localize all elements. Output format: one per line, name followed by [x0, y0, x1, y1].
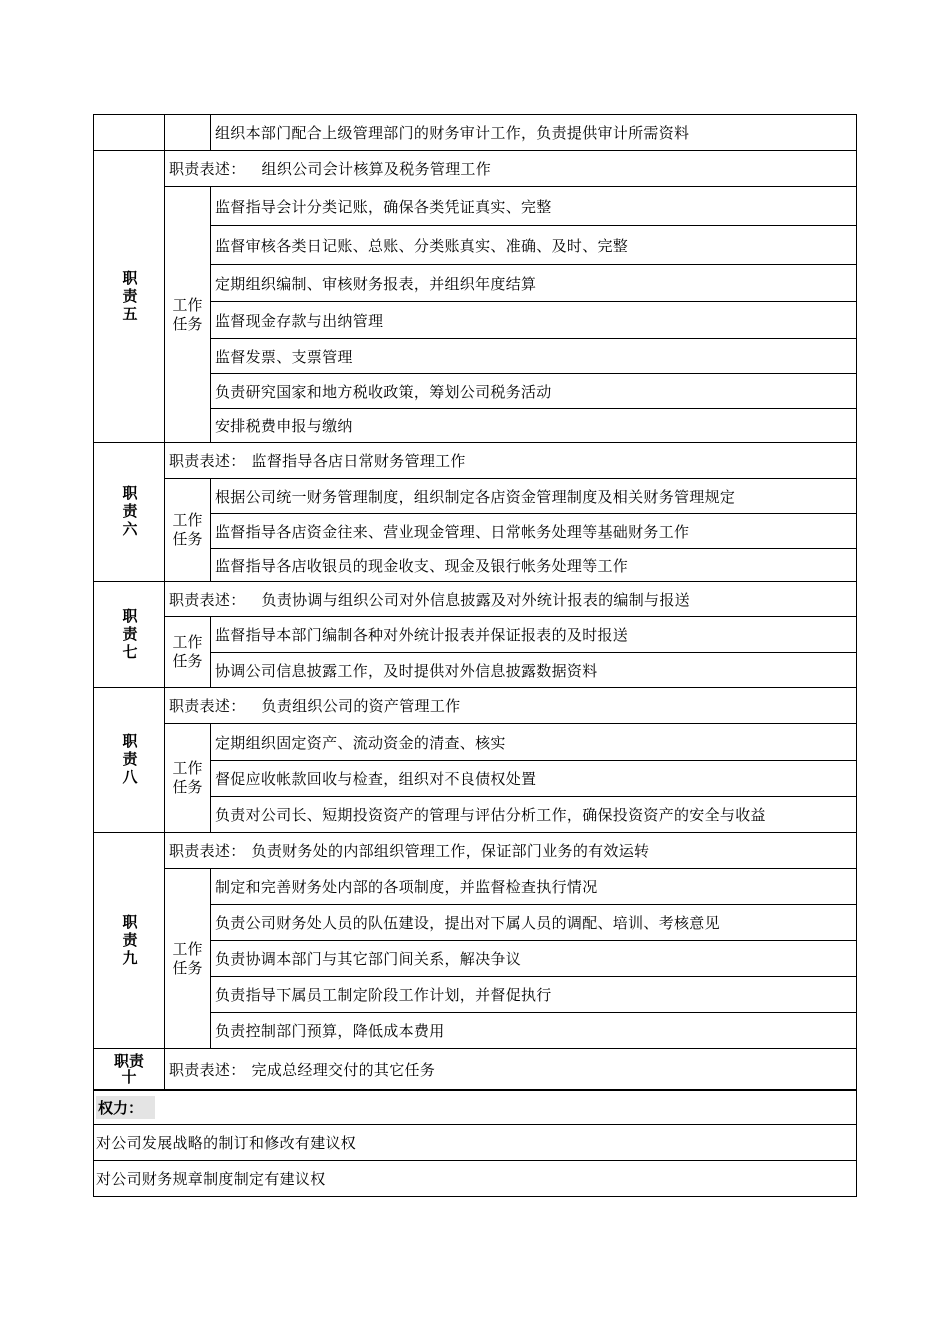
task-row	[210, 478, 857, 514]
task-row	[210, 408, 857, 443]
duty-cell-7	[93, 581, 165, 688]
work-label-cell-9	[164, 868, 211, 1049]
task-row	[210, 760, 857, 797]
task-row	[210, 225, 857, 265]
duty-description-8	[164, 687, 857, 724]
task-text: 制定和完善财务处内部的各项制度，并监督检查执行情况	[215, 878, 598, 896]
work-label-cell-continued	[164, 114, 211, 151]
task-row	[210, 338, 857, 374]
description-text: 负责财务处的内部组织管理工作，保证部门业务的有效运转	[251, 842, 650, 860]
description-label: 职责表述：	[169, 160, 246, 178]
duty-description-5	[164, 150, 857, 187]
duty-description-7	[164, 581, 857, 617]
description-label: 职责表述：	[169, 842, 246, 860]
task-row	[210, 1012, 857, 1049]
task-row	[210, 976, 857, 1013]
duty-name: 职责九	[120, 913, 139, 968]
task-text: 负责对公司长、短期投资资产的管理与评估分析工作，确保投资资产的安全与收益	[215, 806, 766, 824]
task-text: 负责研究国家和地方税收政策，筹划公司税务活动	[215, 382, 552, 401]
description-label: 职责表述：	[169, 452, 246, 470]
description-text: 组织公司会计核算及税务管理工作	[261, 160, 492, 178]
duty-name: 职责五	[120, 269, 139, 324]
job-description-table	[93, 114, 857, 1197]
work-label-line2: 任务	[172, 530, 203, 548]
duty-name-line2: 十	[121, 1068, 137, 1086]
work-label-line1: 工作	[172, 633, 203, 651]
task-row	[210, 373, 857, 409]
power-item	[93, 1124, 857, 1161]
task-text: 监督指导各店资金往来、营业现金管理、日常帐务处理等基础财务工作	[215, 522, 690, 541]
work-label-line2: 任务	[172, 652, 203, 670]
duty-cell-5	[93, 150, 165, 443]
power-item-text: 对公司发展战略的制订和修改有建议权	[96, 1134, 357, 1152]
task-text: 定期组织编制、审核财务报表，并组织年度结算	[215, 274, 537, 293]
work-label-line1: 工作	[172, 511, 203, 529]
task-text: 监督现金存款与出纳管理	[215, 311, 384, 330]
task-text: 定期组织固定资产、流动资金的清查、核实	[215, 733, 506, 752]
duty-cell-10	[93, 1048, 165, 1090]
task-row	[210, 616, 857, 653]
task-text: 监督指导会计分类记账，确保各类凭证真实、完整	[215, 197, 552, 216]
task-text: 安排税费申报与缴纳	[215, 417, 353, 435]
work-label-line2: 任务	[172, 314, 203, 333]
duty-cell-9	[93, 832, 165, 1049]
work-label-line1: 工作	[172, 759, 203, 777]
duty-description-9	[164, 832, 857, 869]
duty-cell-continued	[93, 114, 165, 151]
task-text: 负责公司财务处人员的队伍建设，提出对下属人员的调配、培训、考核意见	[215, 914, 720, 932]
description-text: 负责组织公司的资产管理工作	[261, 697, 461, 715]
work-label-line1: 工作	[172, 295, 203, 314]
task-row	[210, 513, 857, 549]
description-label: 职责表述：	[169, 697, 246, 715]
task-text: 根据公司统一财务管理制度，组织制定各店资金管理制度及相关财务管理规定	[215, 487, 736, 506]
description-text: 负责协调与组织公司对外信息披露及对外统计报表的编制与报送	[261, 590, 690, 609]
work-label-cell-8	[164, 723, 211, 833]
duty-name: 职责七	[120, 607, 139, 662]
power-title: 权力：	[96, 1096, 155, 1119]
work-label-line2: 任务	[172, 958, 203, 977]
task-text: 负责指导下属员工制定阶段工作计划，并督促执行	[215, 986, 552, 1004]
power-item	[93, 1160, 857, 1197]
description-label: 职责表述：	[169, 1060, 246, 1079]
work-label-cell-6	[164, 478, 211, 582]
task-text: 负责协调本部门与其它部门间关系，解决争议	[215, 950, 522, 968]
work-label-cell-7	[164, 616, 211, 688]
task-text: 负责控制部门预算，降低成本费用	[215, 1022, 445, 1040]
task-row	[210, 264, 857, 302]
task-text: 监督指导各店收银员的现金收支、现金及银行帐务处理等工作	[215, 556, 629, 575]
work-label-line1: 工作	[172, 939, 203, 958]
task-row	[210, 940, 857, 977]
task-text: 协调公司信息披露工作，及时提供对外信息披露数据资料	[215, 661, 598, 680]
power-section-header	[93, 1089, 857, 1125]
description-label: 职责表述：	[169, 590, 246, 609]
description-text: 监督指导各店日常财务管理工作	[251, 452, 466, 470]
power-item-text: 对公司财务规章制度制定有建议权	[96, 1170, 326, 1188]
work-label-cell-5	[164, 186, 211, 443]
work-label-line2: 任务	[172, 778, 203, 796]
task-text: 监督审核各类日记账、总账、分类账真实、准确、及时、完整	[215, 236, 629, 255]
task-row	[210, 186, 857, 226]
duty-description-10	[164, 1048, 857, 1090]
task-text: 组织本部门配合上级管理部门的财务审计工作，负责提供审计所需资料	[215, 124, 690, 142]
task-row	[210, 904, 857, 941]
task-row	[210, 796, 857, 833]
description-text: 完成总经理交付的其它任务	[251, 1060, 436, 1079]
task-row	[210, 301, 857, 339]
task-row	[210, 868, 857, 905]
task-row	[210, 723, 857, 761]
task-row	[210, 652, 857, 688]
duty-name: 职责八	[120, 733, 139, 787]
task-text: 监督指导本部门编制各种对外统计报表并保证报表的及时报送	[215, 626, 629, 644]
task-text: 督促应收帐款回收与检查，组织对不良债权处置	[215, 770, 537, 788]
duty-cell-6	[93, 442, 165, 582]
duty-name: 职责六	[120, 485, 139, 539]
duty-description-6	[164, 442, 857, 479]
duty-cell-8	[93, 687, 165, 833]
duty-name-line1: 职责	[113, 1052, 144, 1070]
task-row	[210, 114, 857, 151]
task-row	[210, 548, 857, 582]
task-text: 监督发票、支票管理	[215, 347, 353, 366]
